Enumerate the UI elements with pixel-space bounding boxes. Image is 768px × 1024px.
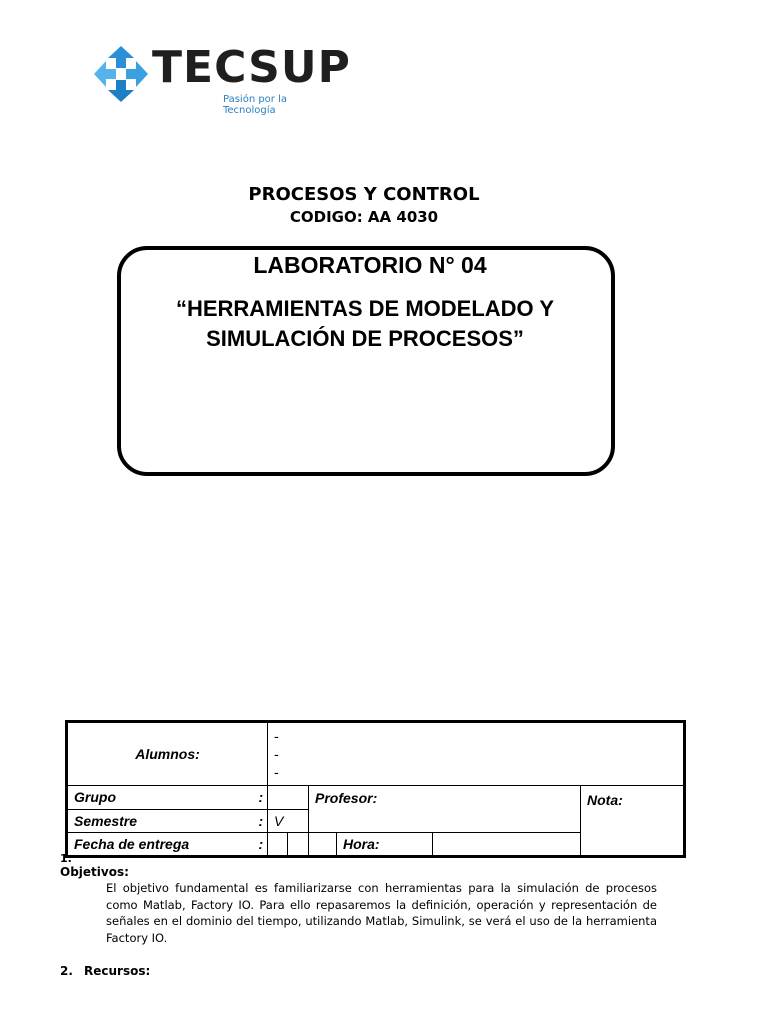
grupo-colon: : — [253, 786, 268, 809]
section-1-heading: Objetivos: — [60, 865, 129, 879]
course-code: CODIGO: AA 4030 — [289, 208, 439, 226]
alumnos-label: Alumnos: — [68, 723, 268, 786]
grupo-value — [268, 786, 309, 809]
lab-title-box — [117, 246, 615, 476]
objectives-paragraph: El objetivo fundamental es familiarizarse con herramientas para la simulación de procesos como Matlab, Factory IO. Para ello repasaremos la definición, operación y representación de señales en el dominio del tiempo, utilizando Matlab, Simulink, se verá el uso de la herramienta Factory IO. — [106, 881, 657, 945]
hora-spacer — [309, 832, 337, 855]
semestre-colon: : — [253, 809, 268, 832]
tecsup-logo — [90, 40, 351, 116]
section-1-number: 1. — [60, 852, 72, 865]
lab-title — [120, 294, 610, 354]
alumnos-list — [268, 723, 684, 786]
alumno-entry-3: - — [274, 764, 279, 781]
section-2-number: 2. — [60, 964, 73, 978]
section-2 — [60, 964, 150, 978]
lab-number: LABORATORIO N° 04 — [253, 252, 487, 278]
nota-label: Nota: — [581, 786, 684, 856]
profesor-label: Profesor: — [309, 786, 581, 832]
alumno-entry-2: - — [274, 746, 279, 763]
course-title: PROCESOS Y CONTROL — [248, 184, 480, 205]
tecsup-logo-icon — [90, 42, 152, 106]
fecha-colon: : — [253, 832, 268, 855]
semestre-value: V — [268, 809, 309, 832]
alumno-entry-1: - — [274, 728, 279, 745]
section-2-heading: Recursos: — [84, 964, 151, 978]
hora-value — [433, 832, 581, 855]
grupo-label: Grupo — [68, 786, 253, 809]
student-info-table — [67, 722, 684, 856]
hora-label: Hora: — [337, 832, 433, 855]
lab-title-line-1: “HERRAMIENTAS DE MODELADO Y — [175, 296, 555, 321]
logo-tagline: Pasión por la Tecnología — [223, 94, 287, 116]
logo-wordmark: TECSUP — [152, 42, 351, 93]
lab-title-line-2: SIMULACIÓN DE PROCESOS” — [206, 326, 524, 351]
fecha-value-2 — [288, 832, 309, 855]
semestre-label: Semestre — [68, 809, 253, 832]
fecha-label: Fecha de entrega — [68, 832, 253, 855]
fecha-value — [268, 832, 288, 855]
